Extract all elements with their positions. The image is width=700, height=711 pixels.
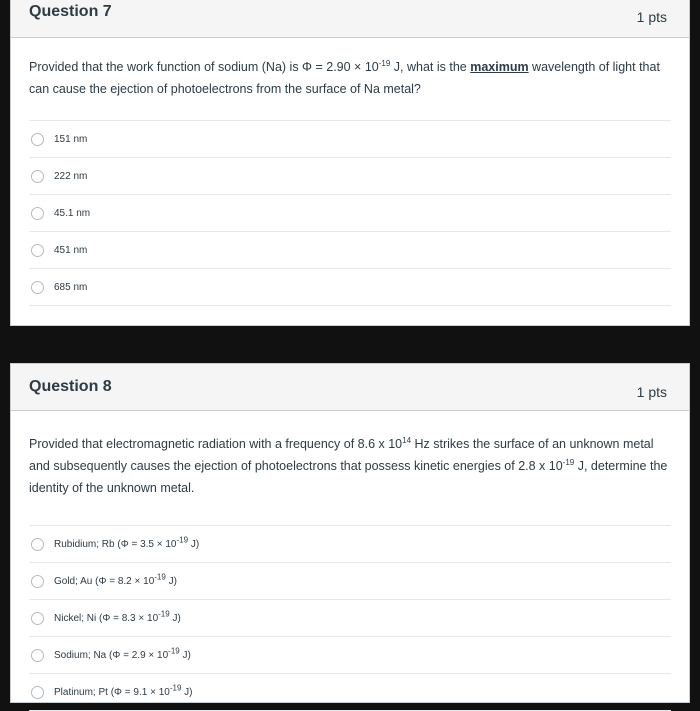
answer-label[interactable]: 151 nm (54, 133, 88, 145)
radio-button[interactable] (31, 170, 44, 183)
question-7-header (11, 0, 689, 38)
answer-label[interactable]: 451 nm (54, 244, 88, 256)
question-8-card (10, 363, 690, 703)
question-7-card (10, 0, 690, 326)
answer-option[interactable] (29, 673, 671, 711)
radio-button[interactable] (31, 649, 44, 662)
answer-label[interactable]: Nickel; Ni ($\Phi = 8.3 \times 10^{-19}$ J) (54, 609, 181, 624)
answer-label[interactable]: 222 nm (54, 170, 88, 182)
answer-option[interactable] (29, 194, 671, 231)
radio-button[interactable] (31, 686, 44, 699)
radio-button[interactable] (31, 538, 44, 551)
answer-option[interactable] (29, 157, 671, 194)
answer-option[interactable] (29, 599, 671, 636)
question-8-text: Provided that electromagnetic radiation with a frequency of 8.6 x $10^{14}$ Hz strikes the surface of an unknown metal and subsequently causes the ejection of photoelectrons that possess kinetic energies of 2.8 x $10^{-19}$ J, determine the identity of the unknown metal. (29, 435, 668, 495)
radio-button[interactable] (31, 244, 44, 257)
answer-option[interactable] (29, 231, 671, 268)
answer-label[interactable]: 45.1 nm (54, 207, 91, 219)
radio-button[interactable] (31, 575, 44, 588)
answer-label[interactable]: Rubidium; Rb ($\Phi = 3.5 \times 10^{-19}$ J) (54, 535, 200, 550)
question-8-header (11, 364, 689, 411)
radio-button[interactable] (31, 612, 44, 625)
answer-option[interactable] (29, 525, 671, 562)
radio-button[interactable] (31, 207, 44, 220)
question-7-title: Question 7 (29, 3, 112, 20)
question-8-title: Question 8 (29, 378, 112, 395)
answer-option[interactable] (29, 120, 671, 157)
answer-label[interactable]: Gold; Au ($\Phi = 8.2 \times 10^{-19}$ J) (54, 572, 177, 587)
question-7-points: 1 pts (636, 9, 667, 25)
answer-label[interactable]: Sodium; Na ($\Phi = 2.9 \times 10^{-19}$ J) (54, 646, 191, 661)
answer-label[interactable]: 685 nm (54, 281, 88, 293)
radio-button[interactable] (31, 133, 44, 146)
question-8-answers (29, 525, 671, 711)
answer-option[interactable] (29, 268, 671, 306)
question-7-text: Provided that the work function of sodium (Na) is $\Phi = 2.90 \times 10^{-19}$ J, what is the maximum wavelength of light that can cause the ejection of photoelectrons from the surface of Na metal? (29, 58, 660, 96)
answer-label[interactable]: Platinum; Pt ($\Phi = 9.1 \times 10^{-19}$ J) (54, 683, 193, 698)
question-8-points: 1 pts (636, 384, 667, 400)
radio-button[interactable] (31, 281, 44, 294)
answer-option[interactable] (29, 636, 671, 673)
question-7-answers (29, 120, 671, 306)
answer-option[interactable] (29, 562, 671, 599)
